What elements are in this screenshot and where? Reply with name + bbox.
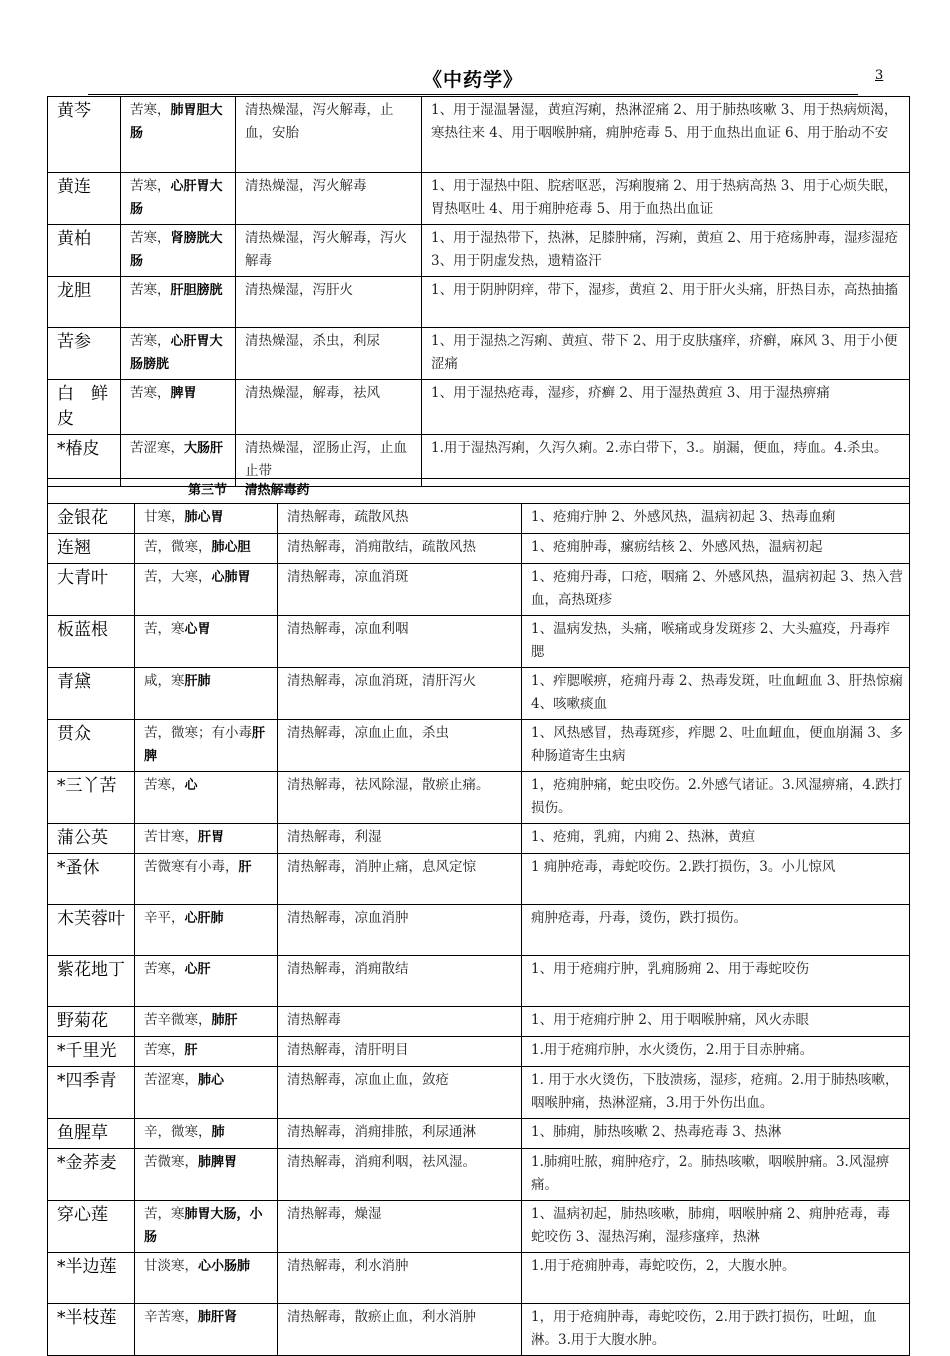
herb-nature: 辛苦寒， [144,1309,198,1325]
herb-property-cell [135,772,278,824]
herb-function: 清热燥湿，涩肠止泻，止血止带 [236,435,422,487]
herb-indication: 1.肺痈吐脓，痈肿疮疗，2。肺热咳嗽，咽喉肿痛。3.风湿痹痛。 [522,1149,910,1201]
section-row [48,479,910,504]
page-header [88,66,858,95]
herb-indication: 1，疮痈肿痛，蛇虫咬伤。2.外感气诸证。3.风湿痹痛，4.跌打损伤。 [522,772,910,824]
herb-row [48,905,910,956]
herb-row [48,564,910,616]
herb-name: 大青叶 [48,564,135,616]
herb-name: *三丫苦 [48,772,135,824]
herb-property-cell [121,380,236,435]
herb-function: 清热解毒，利水消肿 [278,1253,522,1304]
herb-function: 清热解毒，散瘀止血，利水消肿 [278,1304,522,1356]
herb-indication: 1、温病发热，头痛，喉痛或身发斑疹 2、大头瘟疫，丹毒痄腮 [522,616,910,668]
herb-meridian: 肺心 [198,1073,225,1088]
herb-meridian: 肺胃胆大肠 [130,103,223,141]
herb-indication: 1、用于湿热之泻痢、黄疸、带下 2、用于皮肤瘙痒，疥癣，麻风 3、用于小便涩痛 [422,328,910,380]
herb-indication: 1、疮痈肿毒，瘰疬结核 2、外感风热，温病初起 [522,534,910,564]
herb-meridian: 心肝胃大肠膀胱 [130,334,223,372]
herb-property-cell [121,225,236,277]
herb-meridian: 肾膀胱大肠 [130,231,223,269]
herb-property-cell [135,956,278,1007]
herb-indication: 1、肺痈，肺热咳嗽 2、热毒疮毒 3、热淋 [522,1119,910,1149]
herb-meridian: 肝脾 [144,726,266,764]
herb-property-cell [135,1037,278,1067]
herb-nature: 苦寒， [130,102,171,118]
herb-function: 清热解毒，消肿止痛，息风定惊 [278,854,522,905]
herb-nature: 苦，寒 [144,621,185,637]
herb-name: 鱼腥草 [48,1119,135,1149]
herb-nature: 咸，寒 [144,673,185,689]
herb-indication: 1、风热感冒，热毒斑疹，痄腮 2、吐血衄血，便血崩漏 3、多种肠道寄生虫病 [522,720,910,772]
herb-property-cell [135,824,278,854]
herb-nature: 苦，大寒， [144,569,212,585]
herb-row [48,720,910,772]
herb-indication: 1.用于疮痈肿毒，毒蛇咬伤，2，大腹水肿。 [522,1253,910,1304]
herb-nature: 苦寒， [130,385,171,401]
herb-meridian: 心胃 [184,622,211,637]
herb-nature: 辛，微寒， [144,1124,212,1140]
herb-meridian: 肺 [211,1125,225,1140]
herb-indication: 1. 用于水火烫伤，下肢溃疡，湿疹，疮痈。2.用于肺热咳嗽，咽喉肿痛，热淋涩痛，3.用于外伤出血。 [522,1067,910,1119]
herb-function: 清热解毒，疏散风热 [278,504,522,534]
herb-name: 黄柏 [48,225,121,277]
herb-nature: 苦，微寒， [144,539,212,555]
herb-name: 苦参 [48,328,121,380]
herb-nature: 苦辛微寒， [144,1012,212,1028]
herb-meridian: 肺心胃 [184,510,224,525]
herb-row [48,1067,910,1119]
herb-function: 清热燥湿，泻肝火 [236,277,422,328]
herb-name: *四季青 [48,1067,135,1119]
herb-meridian: 肝 [184,1043,198,1058]
herb-meridian: 肺肝 [211,1013,238,1028]
herb-indication: 1、用于湿热中阻、脘痞呕恶，泻痢腹痛 2、用于热病高热 3、用于心烦失眠，胃热呕吐 4、用于痈肿疮毒 5、用于血热出血证 [422,173,910,225]
herb-row [48,380,910,435]
herb-row [48,1149,910,1201]
page-number: 3 [875,68,884,83]
herb-function: 清热解毒，凉血止血，杀虫 [278,720,522,772]
herb-meridian: 心肝胃大肠 [130,179,223,217]
herb-property-cell [121,97,236,173]
herb-property-cell [135,616,278,668]
herb-property-cell [135,668,278,720]
herb-row [48,277,910,328]
herb-nature: 苦甘寒， [144,829,198,845]
herb-name: *半边莲 [48,1253,135,1304]
herb-property-cell [121,173,236,225]
herb-indication: 1、用于湿热疮毒，湿疹，疥癣 2、用于湿热黄疸 3、用于湿热痹痛 [422,380,910,435]
herb-meridian: 心肺胃 [211,570,251,585]
herb-indication: 1.用于湿热泻痢，久泻久痢。2.赤白带下，3.。崩漏，便血，痔血。4.杀虫。 [422,435,910,487]
herb-function: 清热解毒，消痈利咽，祛风湿。 [278,1149,522,1201]
herb-function: 清热解毒，消痈散结，疏散风热 [278,534,522,564]
herb-nature: 苦寒， [130,230,171,246]
herb-table-heat-clearing-drying [47,96,910,487]
herb-function: 清热燥湿，泻火解毒，泻火解毒 [236,225,422,277]
herb-function: 清热燥湿，泻火解毒，止血，安胎 [236,97,422,173]
herb-function: 清热燥湿，杀虫，利尿 [236,328,422,380]
herb-nature: 苦，微寒；有小毒 [144,725,252,741]
herb-row [48,854,910,905]
herb-row [48,616,910,668]
herb-property-cell [135,1201,278,1253]
herb-nature: 苦涩寒， [144,1072,198,1088]
herb-function: 清热解毒，祛风除湿，散瘀止痛。 [278,772,522,824]
herb-property-cell [121,328,236,380]
herb-name: 金银花 [48,504,135,534]
herb-indication: 1、用于阴肿阴痒，带下，湿疹，黄疸 2、用于肝火头痛，肝热目赤，高热抽搐 [422,277,910,328]
herb-indication: 1 痈肿疮毒，毒蛇咬伤。2.跌打损伤，3。小儿惊风 [522,854,910,905]
herb-function: 清热解毒，凉血利咽 [278,616,522,668]
herb-nature: 辛平， [144,910,185,926]
herb-function: 清热解毒，凉血消斑，清肝泻火 [278,668,522,720]
herb-nature: 甘淡寒， [144,1258,198,1274]
herb-name: 青黛 [48,668,135,720]
herb-indication: 1、痄腮喉痹，疮痈丹毒 2、热毒发斑，吐血衄血 3、肝热惊痫 4、咳嗽痰血 [522,668,910,720]
herb-nature: 苦微寒有小毒， [144,859,239,875]
herb-function: 清热解毒，利湿 [278,824,522,854]
herb-name: 木芙蓉叶 [48,905,135,956]
herb-name: 龙胆 [48,277,121,328]
herb-name: 紫花地丁 [48,956,135,1007]
herb-indication: 1.用于疮痈疖肿，水火烫伤，2.用于目赤肿痛。 [522,1037,910,1067]
herb-meridian: 大肠肝 [184,441,224,456]
herb-nature: 苦寒， [144,1042,185,1058]
herb-property-cell [135,504,278,534]
herb-nature: 甘寒， [144,509,185,525]
herb-meridian: 心肝 [184,962,211,977]
herb-meridian: 心肝肺 [184,911,224,926]
herb-nature: 苦涩寒， [130,440,184,456]
herb-name: 黄芩 [48,97,121,173]
section-title: 第三节 清热解毒药 [48,479,910,504]
herb-function: 清热解毒，消痈排脓，利尿通淋 [278,1119,522,1149]
herb-indication: 1、疮痈疔肿 2、外感风热，温病初起 3、热毒血痢 [522,504,910,534]
herb-indication: 1、疮痈，乳痈，内痈 2、热淋，黄疸 [522,824,910,854]
herb-nature: 苦微寒， [144,1154,198,1170]
herb-name: 穿心莲 [48,1201,135,1253]
herb-meridian: 肺心胆 [211,540,251,555]
herb-function: 清热解毒，燥湿 [278,1201,522,1253]
herb-row [48,1037,910,1067]
herb-property-cell [135,1149,278,1201]
herb-property-cell [135,854,278,905]
herb-property-cell [135,534,278,564]
herb-meridian: 心 [184,778,198,793]
herb-function: 清热燥湿，泻火解毒 [236,173,422,225]
herb-meridian: 肝胆膀胱 [170,283,223,298]
document-title: 《中药学》 [422,69,523,91]
herb-function: 清热解毒 [278,1007,522,1037]
herb-row [48,956,910,1007]
herb-name: *金荞麦 [48,1149,135,1201]
herb-nature: 苦寒， [130,178,171,194]
herb-meridian: 脾胃 [170,386,197,401]
herb-row [48,173,910,225]
herb-nature: 苦寒， [130,282,171,298]
herb-nature: 苦寒， [144,961,185,977]
herb-row [48,328,910,380]
herb-property-cell [135,1119,278,1149]
herb-nature: 苦寒， [144,777,185,793]
herb-indication: 1、用于湿温暑湿，黄疸泻痢，热淋涩痛 2、用于肺热咳嗽 3、用于热病烦渴，寒热往来 4、用于咽喉肿痛，痈肿疮毒 5、用于血热出血证 6、用于胎动不安 [422,97,910,173]
herb-indication: 1，用于疮痈肿毒，毒蛇咬伤，2.用于跌打损伤，吐衄，血淋。3.用于大腹水肿。 [522,1304,910,1356]
herb-function: 清热燥湿，解毒，祛风 [236,380,422,435]
herb-name: 白 鲜 皮 [48,380,121,435]
herb-property-cell [135,564,278,616]
herb-property-cell [135,1253,278,1304]
herb-name: 黄连 [48,173,121,225]
herb-name: 贯众 [48,720,135,772]
herb-row [48,1119,910,1149]
herb-name: *椿皮 [48,435,121,487]
herb-function: 清热解毒，凉血止血，敛疮 [278,1067,522,1119]
herb-name: 板蓝根 [48,616,135,668]
herb-name: *半枝莲 [48,1304,135,1356]
herb-row [48,824,910,854]
herb-row [48,225,910,277]
herb-indication: 1、用于疮痈疔肿 2、用于咽喉肿痛，风火赤眼 [522,1007,910,1037]
herb-row [48,1253,910,1304]
herb-function: 清热解毒，消痈散结 [278,956,522,1007]
herb-property-cell [135,1067,278,1119]
herb-meridian: 心小肠肺 [198,1259,251,1274]
herb-row [48,534,910,564]
herb-meridian: 肝肺 [184,674,211,689]
herb-nature: 苦，寒 [144,1206,185,1222]
herb-meridian: 肝 [238,860,252,875]
herb-indication: 1、用于湿热带下，热淋，足膝肿痛，泻痢，黄疸 2、用于疮疡肿毒，湿疹湿疮 3、用于阴虚发热，遗精盗汗 [422,225,910,277]
herb-name: 蒲公英 [48,824,135,854]
herb-property-cell [121,277,236,328]
herb-table-heat-clearing-detox [47,478,910,1356]
herb-meridian: 肺胃大肠，小肠 [144,1207,263,1245]
herb-row [48,1007,910,1037]
herb-row [48,1304,910,1356]
herb-indication: 1、温病初起，肺热咳嗽，肺痈，咽喉肿痛 2、痈肿疮毒，毒蛇咬伤 3、湿热泻痢，湿疹瘙痒，热淋 [522,1201,910,1253]
herb-nature: 苦寒， [130,333,171,349]
herb-row [48,504,910,534]
herb-row [48,772,910,824]
herb-property-cell [135,1007,278,1037]
herb-meridian: 肺脾胃 [198,1155,238,1170]
herb-function: 清热解毒，凉血消肿 [278,905,522,956]
herb-indication: 痈肿疮毒，丹毒，烫伤，跌打损伤。 [522,905,910,956]
herb-property-cell [135,905,278,956]
herb-row [48,668,910,720]
herb-function: 清热解毒，清肝明目 [278,1037,522,1067]
herb-indication: 1、疮痈丹毒，口疮，咽痛 2、外感风热，温病初起 3、热入营血，高热斑疹 [522,564,910,616]
herb-meridian: 肺肝肾 [198,1310,238,1325]
herb-name: 连翘 [48,534,135,564]
herb-indication: 1、用于疮痈疔肿，乳痈肠痈 2、用于毒蛇咬伤 [522,956,910,1007]
herb-name: *蚤休 [48,854,135,905]
herb-row [48,1201,910,1253]
herb-name: *千里光 [48,1037,135,1067]
herb-property-cell [135,720,278,772]
herb-function: 清热解毒，凉血消斑 [278,564,522,616]
herb-row [48,97,910,173]
herb-name: 野菊花 [48,1007,135,1037]
herb-property-cell [135,1304,278,1356]
herb-meridian: 肝胃 [198,830,225,845]
